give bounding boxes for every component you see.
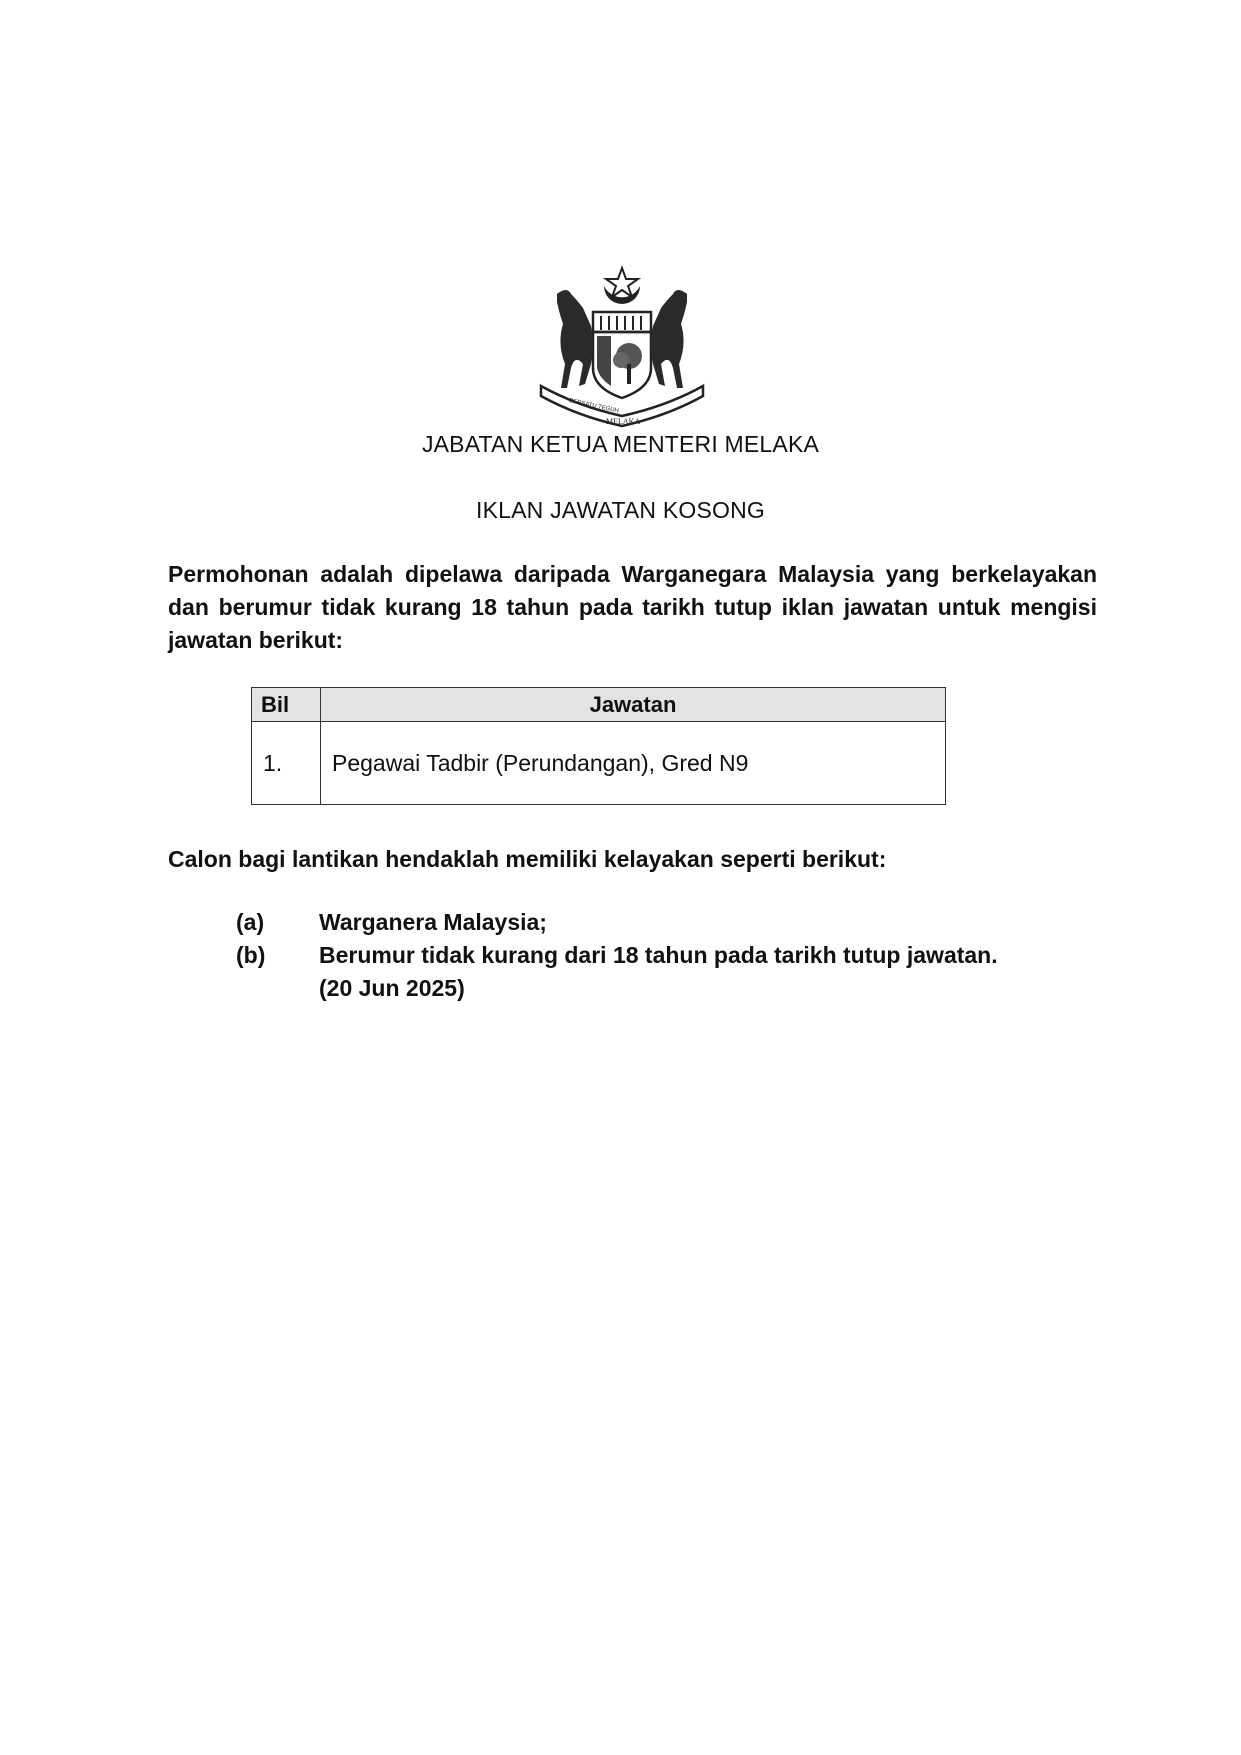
list-item-text: Warganera Malaysia; (319, 909, 547, 935)
list-item-letter: (a) (236, 909, 265, 935)
table-row (252, 722, 946, 805)
department-title: JABATAN KETUA MENTERI MELAKA (421, 431, 820, 457)
intro-paragraph: Permohonan adalah dipelawa daripada Warganegara Malaysia yang berkelayakan dan berumur tidak kurang 18 tahun pada tarikh tutup iklan jawatan untuk mengisi jawatan berikut: (168, 561, 1097, 653)
right-deer (651, 290, 687, 388)
list-item-text: Berumur tidak kurang dari 18 tahun pada tarikh tutup jawatan. (319, 942, 998, 968)
requirements-intro: Calon bagi lantikan hendaklah memiliki kelayakan seperti berikut: (168, 846, 887, 872)
melaka-coat-of-arms (537, 264, 707, 429)
left-deer (557, 290, 593, 388)
crest-motto-text: BERSATU TEGUH (568, 398, 620, 415)
table-header-row (252, 688, 946, 722)
crescent-icon (604, 286, 640, 304)
advertisement-title: IKLAN JAWATAN KOSONG (476, 497, 765, 523)
row-number: 1. (252, 722, 321, 805)
vacancy-table (251, 687, 946, 805)
column-header-bil: Bil (252, 688, 321, 722)
column-header-jawatan: Jawatan (321, 688, 946, 722)
closing-date-text: (20 Jun 2025) (319, 975, 465, 1001)
position-name: Pegawai Tadbir (Perundangan), Gred N9 (321, 722, 946, 805)
list-item-letter: (b) (236, 942, 266, 968)
star-icon (606, 268, 638, 297)
crest-banner-text: MELAKA (606, 417, 641, 426)
